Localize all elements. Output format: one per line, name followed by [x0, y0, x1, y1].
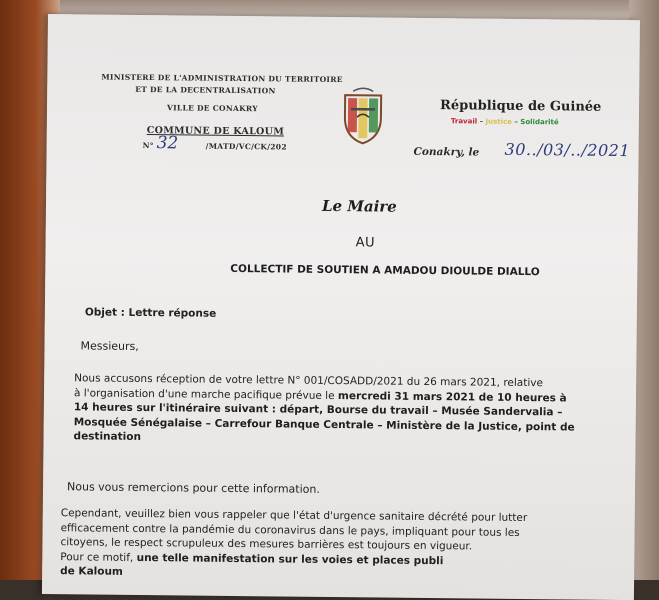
motto-solidarite: Solidarité: [520, 117, 559, 127]
paragraph-health-emergency: Cependant, veuillez bien vous rappeler que l'état d'urgence sanitaire décrété pour lutter efficacement contre la pandémie du coronavirus dans le pays, impliquant pour tous les citoyens, le respect scrupuleux des mesures barrières est toujours en vigueur. Pour ce motif, une telle manifestation sur les voies et places publi de Kaloum: [60, 507, 528, 578]
motto-travail: Travail: [450, 117, 478, 126]
sender-title: Le Maire: [321, 196, 397, 216]
coat-of-arms-emblem-icon: [335, 87, 392, 148]
ministry-line-2: ET DE LA DECENTRALISATION: [135, 84, 276, 96]
letter-paper: [42, 14, 640, 600]
handwritten-date: 30../03/../2021: [504, 139, 631, 161]
reference-prefix: N°: [142, 140, 154, 151]
date-label: Conakry, le: [413, 145, 480, 159]
to-label: AU: [355, 235, 376, 251]
republic-name: République de Guinée: [439, 98, 602, 115]
paragraph-thanks: Nous vous remercions pour cette information.: [66, 480, 320, 496]
recipient: COLLECTIF DE SOUTIEN A AMADOU DIOULDE DIALLO: [230, 262, 540, 279]
city-name: VILLE DE CONAKRY: [166, 103, 258, 114]
ministry-line-1: MINISTERE DE L'ADMINISTRATION DU TERRITOIRE: [101, 72, 343, 85]
commune-name: COMMUNE DE KALOUM: [146, 125, 285, 138]
handwritten-reference: 32: [156, 133, 179, 154]
reference-suffix: /MATD/VC/CK/202: [205, 141, 287, 152]
motto-justice: Justice: [485, 117, 513, 126]
national-motto: Travail – Justice – Solidarité: [450, 117, 559, 127]
subject-line: Objet : Lettre réponse: [84, 306, 217, 320]
salutation: Messieurs,: [80, 339, 139, 353]
paragraph-acknowledgement: Nous accusons réception de votre lettre N° 001/COSADD/2021 du 26 mars 2021, relative à l'organisation d'une marche pacifique prévue le mercredi 31 mars 2021 de 10 heures à 14 heures sur l'itinéraire suivant : départ, Bourse du travail – Musée Sandervalia – Mosquée Sénégalaise – Carrefour Banque Centrale – Ministère de la Justice, point de destination: [73, 372, 575, 443]
